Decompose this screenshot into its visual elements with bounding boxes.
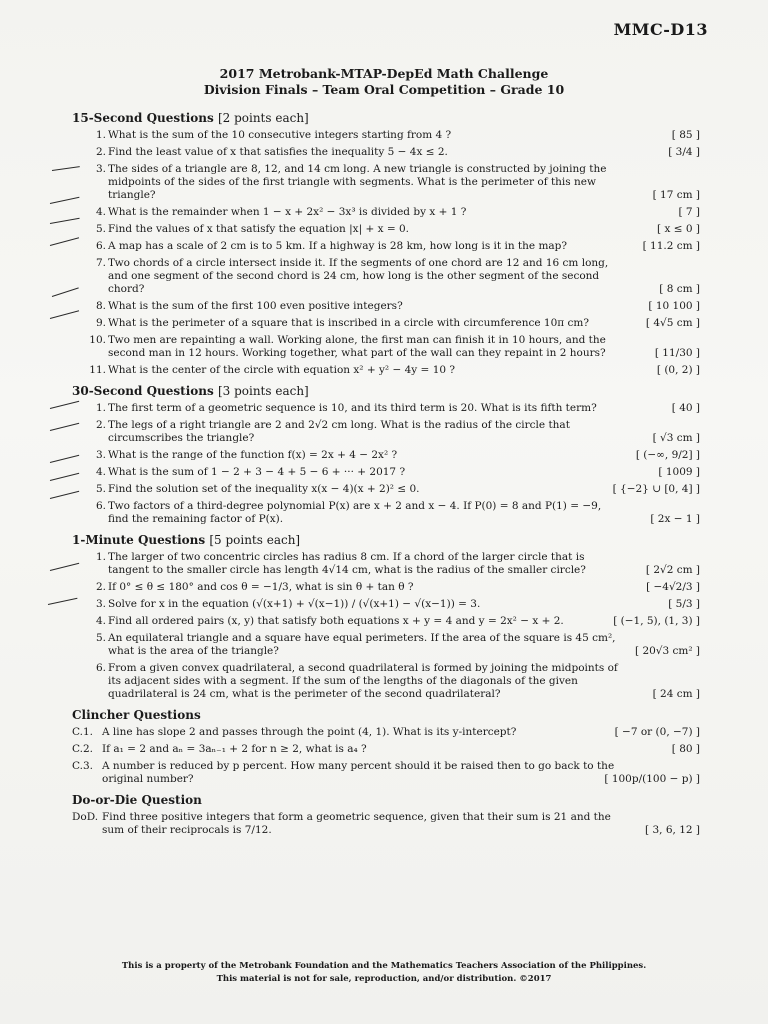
footer — [0, 960, 768, 986]
question-number: 3. — [95, 598, 106, 610]
question-answer: [ 1009 ] — [658, 466, 700, 478]
question-item — [72, 364, 700, 377]
question-answer: [ 5/3 ] — [668, 598, 700, 610]
question-item — [72, 760, 700, 786]
question-item — [72, 811, 700, 837]
question-item — [72, 743, 700, 756]
question-answer: [ {−2} ∪ [0, 4] ] — [612, 483, 700, 495]
question-text: The larger of two concentric circles has radius 8 cm. If a chord of the larger circle that is tangent to the smaller circle has length 4√14 cm, what is the radius of the smaller circle? — [108, 551, 586, 576]
question-text: A line has slope 2 and passes through the point (4, 1). What is its y-intercept? — [102, 726, 517, 738]
question-text: An equilateral triangle and a square have equal perimeters. If the area of the square is 45 cm², what is the area of the triangle? — [108, 632, 616, 657]
question-list — [72, 104, 700, 841]
section-heading — [72, 708, 700, 722]
section-title: 15-Second Questions — [72, 111, 214, 125]
document-header — [0, 66, 768, 98]
question-item — [72, 598, 700, 611]
question-answer: [ 10 100 ] — [648, 300, 700, 312]
section-points: [5 points each] — [209, 533, 301, 547]
question-item — [72, 223, 700, 236]
question-number: 7. — [95, 257, 106, 269]
question-answer: [ 4√5 cm ] — [645, 317, 700, 329]
question-text: Two men are repainting a wall. Working alone, the first man can finish it in 10 hours, and the second man in 12 hours. Working together, what part of the wall can they repaint in 2 hours? — [108, 334, 606, 359]
section-points: [2 points each] — [217, 111, 309, 125]
question-number: 1. — [95, 402, 106, 414]
question-text: What is the center of the circle with equation x² + y² − 4y = 10 ? — [108, 364, 456, 376]
question-answer: [ 11.2 cm ] — [642, 240, 700, 252]
question-answer: [ √3 cm ] — [652, 432, 700, 444]
section-title: 1-Minute Questions — [72, 533, 206, 547]
footer-property-notice: This is a property of the Metrobank Foundation and the Mathematics Teachers Association of the Philippines. — [121, 961, 647, 971]
question-answer: [ 3/4 ] — [668, 146, 700, 158]
document-code: MMC-D13 — [613, 20, 708, 39]
question-item — [72, 206, 700, 219]
question-answer: [ −7 or (0, −7) ] — [614, 726, 700, 738]
question-item — [72, 419, 700, 445]
question-answer: [ 2√2 cm ] — [645, 564, 700, 576]
question-number: 2. — [95, 419, 106, 431]
question-number: 10. — [89, 334, 106, 346]
question-item — [72, 483, 700, 496]
question-answer: [ 17 cm ] — [652, 189, 700, 201]
question-text: The legs of a right triangle are 2 and 2√2 cm long. What is the radius of the circle that circumscribes the triangle? — [108, 419, 570, 444]
question-text: Find the least value of x that satisfies the inequality 5 − 4x ≤ 2. — [108, 146, 448, 158]
question-text: What is the perimeter of a square that is inscribed in a circle with circumference 10π cm? — [108, 317, 589, 329]
question-text: From a given convex quadrilateral, a second quadrilateral is formed by joining the midpoints of its adjacent sides with a segment. If the sum of the lengths of the diagonals of the given quadrilateral is 24 cm, what is the perimeter of the second quadrilateral? — [108, 662, 618, 700]
question-number: 1. — [95, 129, 106, 141]
question-number: 2. — [95, 146, 106, 158]
question-text: What is the remainder when 1 − x + 2x² − 3x³ is divided by x + 1 ? — [108, 206, 467, 218]
question-number: 6. — [95, 662, 106, 674]
question-number: 8. — [95, 300, 106, 312]
question-text: If a₁ = 2 and aₙ = 3aₙ₋₁ + 2 for n ≥ 2, what is a₄ ? — [102, 743, 367, 755]
footer-distribution-notice: This material is not for sale, reproduction, and/or distribution. ©2017 — [216, 974, 552, 984]
document-subtitle: Division Finals – Team Oral Competition – Grade 10 — [203, 82, 565, 97]
question-item — [72, 662, 700, 701]
question-item — [72, 581, 700, 594]
question-text: What is the sum of the 10 consecutive integers starting from 4 ? — [108, 129, 452, 141]
question-text: Two chords of a circle intersect inside it. If the segments of one chord are 12 and 16 cm long, and one segment of the second chord is 24 cm, how long is the other segment of the second chord? — [108, 257, 609, 295]
question-item — [72, 334, 700, 360]
question-number: 3. — [95, 449, 106, 461]
question-item — [72, 726, 700, 739]
document-title: 2017 Metrobank-MTAP-DepEd Math Challenge — [219, 66, 549, 81]
question-answer: [ 20√3 cm² ] — [635, 645, 700, 657]
section-title: 30-Second Questions — [72, 384, 214, 398]
question-answer: [ 80 ] — [671, 743, 700, 755]
question-item — [72, 163, 700, 202]
section-title: Do-or-Die Question — [72, 793, 202, 807]
question-item — [72, 300, 700, 313]
question-answer: [ −4√2/3 ] — [646, 581, 700, 593]
section-heading — [72, 111, 700, 125]
question-text: What is the sum of the first 100 even positive integers? — [108, 300, 403, 312]
question-item — [72, 551, 700, 577]
question-number: 11. — [89, 364, 106, 376]
question-text: Two factors of a third-degree polynomial P(x) are x + 2 and x − 4. If P(0) = 8 and P(1) = −9, find the remaining factor of P(x). — [108, 500, 602, 525]
section-points: [3 points each] — [217, 384, 309, 398]
question-item — [72, 449, 700, 462]
question-answer: [ 2x − 1 ] — [650, 513, 700, 525]
question-number: 4. — [95, 206, 106, 218]
question-answer: [ (0, 2) ] — [656, 364, 700, 376]
question-answer: [ 11/30 ] — [654, 347, 700, 359]
question-answer: [ (−1, 5), (1, 3) ] — [613, 615, 700, 627]
question-item — [72, 317, 700, 330]
question-text: Find all ordered pairs (x, y) that satisfy both equations x + y = 4 and y = 2x² − x + 2. — [108, 615, 564, 627]
question-text: Find the solution set of the inequality x(x − 4)(x + 2)² ≤ 0. — [108, 483, 420, 495]
question-item — [72, 402, 700, 415]
question-number: 5. — [95, 483, 106, 495]
section-heading — [72, 384, 700, 398]
question-number: 3. — [95, 163, 106, 175]
question-answer: [ 8 cm ] — [659, 283, 700, 295]
question-number: C.1. — [72, 726, 94, 738]
question-answer: [ 3, 6, 12 ] — [645, 824, 700, 836]
question-number: 1. — [95, 551, 106, 563]
question-item — [72, 632, 700, 658]
question-number: 4. — [95, 615, 106, 627]
question-number: C.2. — [72, 743, 94, 755]
question-answer: [ 85 ] — [671, 129, 700, 141]
question-text: The first term of a geometric sequence is 10, and its third term is 20. What is its fifth term? — [108, 402, 597, 414]
question-number: DoD. — [72, 811, 99, 823]
question-number: 6. — [95, 240, 106, 252]
question-number: 6. — [95, 500, 106, 512]
question-answer: [ 7 ] — [678, 206, 700, 218]
section-heading — [72, 533, 700, 547]
question-answer: [ x ≤ 0 ] — [657, 223, 700, 235]
question-answer: [ 24 cm ] — [652, 688, 700, 700]
question-text: The sides of a triangle are 8, 12, and 14 cm long. A new triangle is constructed by joining the midpoints of the sides of the first triangle with segments. What is the perimeter of this new triangle? — [108, 163, 607, 201]
question-number: 5. — [95, 223, 106, 235]
section-title: Clincher Questions — [72, 708, 201, 722]
question-number: 4. — [95, 466, 106, 478]
question-text: What is the sum of 1 − 2 + 3 − 4 + 5 − 6 + ··· + 2017 ? — [108, 466, 406, 478]
section-heading — [72, 793, 700, 807]
question-number: 9. — [95, 317, 106, 329]
question-text: Find three positive integers that form a geometric sequence, given that their sum is 21 and the sum of their reciprocals is 7/12. — [102, 811, 611, 836]
question-number: C.3. — [72, 760, 94, 772]
question-text: What is the range of the function f(x) = 2x + 4 − 2x² ? — [108, 449, 398, 461]
question-number: 2. — [95, 581, 106, 593]
question-item — [72, 615, 700, 628]
question-text: Solve for x in the equation (√(x+1) + √(x−1)) / (√(x+1) − √(x−1)) = 3. — [108, 598, 481, 610]
question-answer: [ 100p/(100 − p) ] — [604, 773, 700, 785]
question-text: Find the values of x that satisfy the equation |x| + x = 0. — [108, 223, 409, 235]
question-item — [72, 500, 700, 526]
question-text: A map has a scale of 2 cm is to 5 km. If a highway is 28 km, how long is it in the map? — [108, 240, 568, 252]
question-item — [72, 466, 700, 479]
question-item — [72, 257, 700, 296]
question-answer: [ (−∞, 9/2] ] — [635, 449, 700, 461]
question-item — [72, 129, 700, 142]
question-text: If 0° ≤ θ ≤ 180° and cos θ = −1/3, what is sin θ + tan θ ? — [108, 581, 414, 593]
question-item — [72, 146, 700, 159]
question-number: 5. — [95, 632, 106, 644]
question-text: A number is reduced by p percent. How many percent should it be raised then to go back to the original number? — [102, 760, 615, 785]
question-answer: [ 40 ] — [671, 402, 700, 414]
question-item — [72, 240, 700, 253]
